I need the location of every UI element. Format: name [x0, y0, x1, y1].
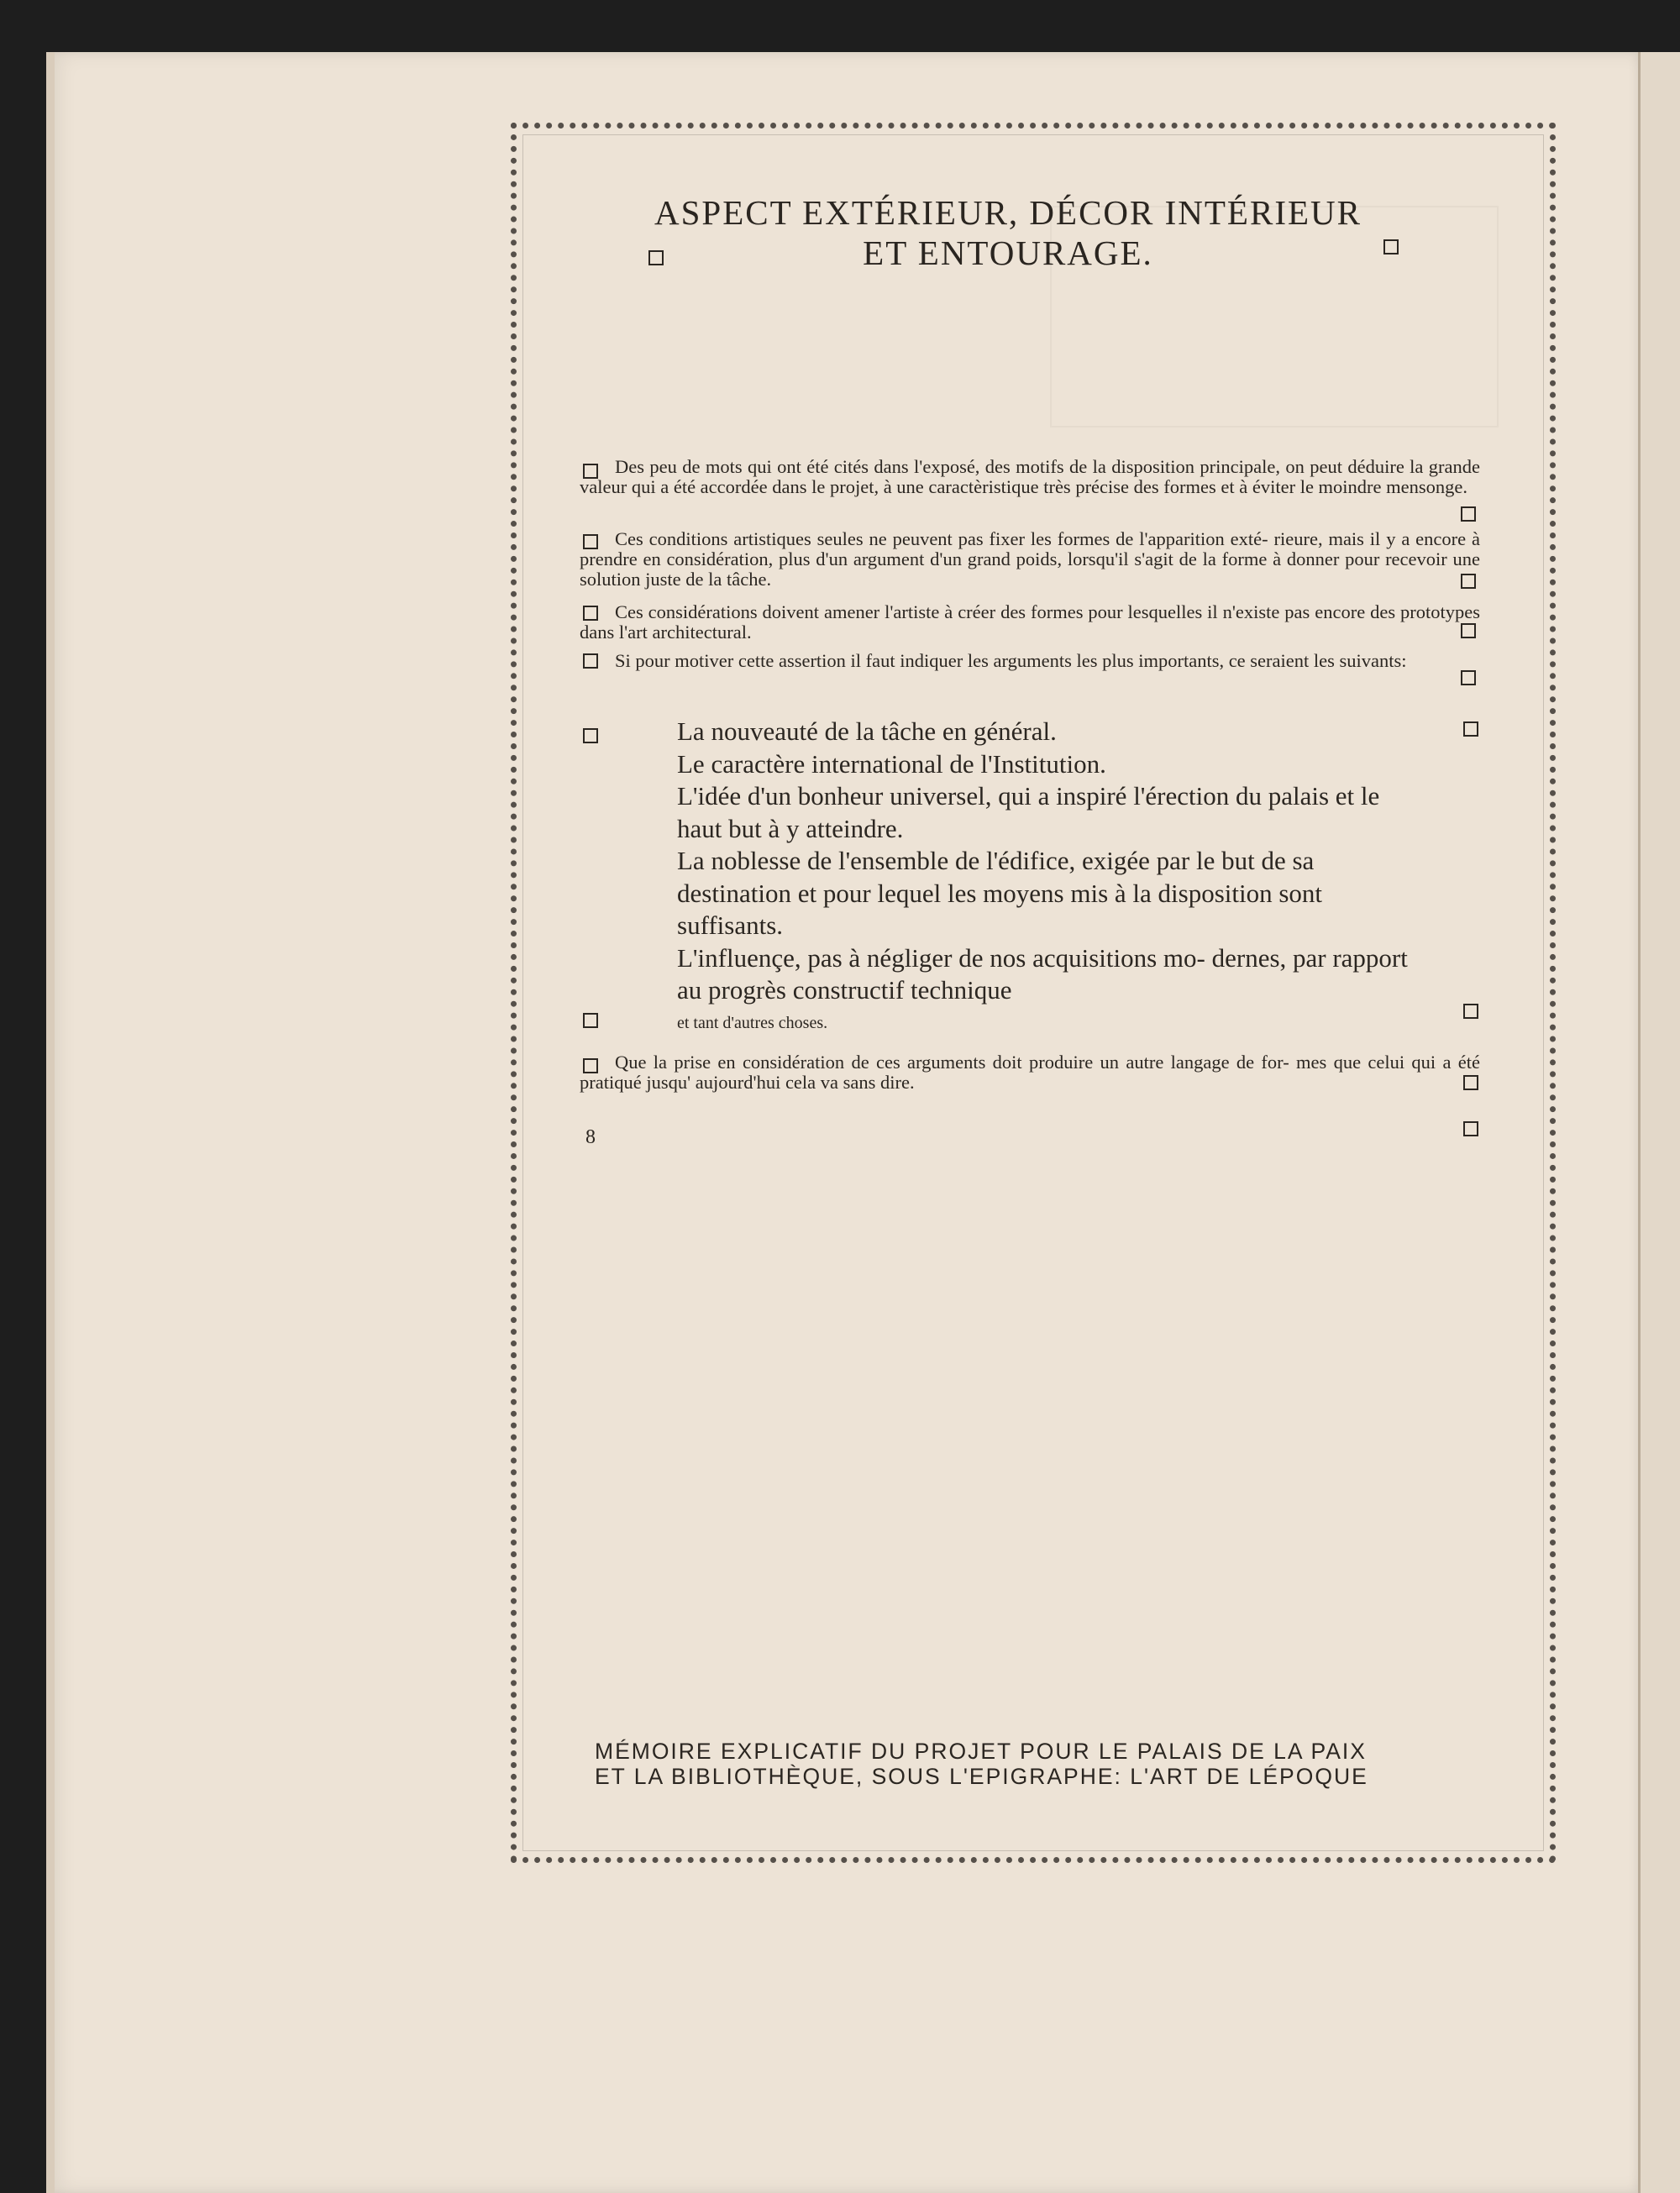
argument-item: La nouveauté de la tâche en général. [677, 716, 1057, 746]
square-ornament-icon [583, 606, 598, 621]
argument-item: L'idée d'un bonheur universel, qui a inspiré l'érection du palais et le haut but à y atteindre. [677, 781, 1380, 843]
argument-item: Le caractère international de l'Institution. [677, 748, 1106, 779]
square-ornament-icon [648, 250, 664, 265]
argument-item: L'influençe, pas à négliger de nos acquisitions mo- dernes, par rapport au progrès constructif technique [677, 942, 1408, 1005]
square-ornament-icon [1461, 623, 1476, 638]
paragraph-3: Ces considérations doivent amener l'artiste à créer des formes pour lesquelles il n'existe pas encore des prototypes dans l'art architectural. [580, 601, 1480, 643]
heading-line-1: ASPECT EXTÉRIEUR, DÉCOR INTÉRIEUR [654, 193, 1362, 232]
square-ornament-icon [1463, 721, 1478, 737]
argument-tail: et tant d'autres choses. [677, 1013, 828, 1032]
square-ornament-icon [1461, 506, 1476, 522]
footer-line-2: ET LA BIBLIOTHÈQUE, SOUS L'EPIGRAPHE: L'ART DE LÉPOQUE [595, 1764, 1368, 1789]
closing-paragraph: Que la prise en considération de ces arguments doit produire un autre langage de for- mes que celui qui a été pratiqué jusqu' aujourd'hui cela va sans dire. [580, 1052, 1480, 1093]
adjacent-page-edge [1638, 52, 1680, 2193]
footer-line-1: MÉMOIRE EXPLICATIF DU PROJET POUR LE PALAIS DE LA PAIX [595, 1739, 1367, 1764]
paragraph-2: Ces conditions artistiques seules ne peuvent pas fixer les formes de l'apparition exté- rieure, mais il y a encore à prendre en considération, plus d'un argument d'un grand poids, lorsqu'il s'agit de la forme à donner pour recevoir une solution juste de la tâche. [580, 528, 1480, 590]
square-ornament-icon [1463, 1075, 1478, 1090]
square-ornament-icon [1383, 239, 1399, 254]
paragraph-4: Si pour motiver cette assertion il faut indiquer les arguments les plus importants, ce seraient les suivants: [615, 650, 1407, 671]
argument-list [677, 716, 1416, 1034]
page-edge [46, 52, 55, 2193]
square-ornament-icon [583, 728, 598, 743]
square-ornament-icon [583, 1058, 598, 1073]
square-ornament-icon [1461, 574, 1476, 589]
paragraph-1: Des peu de mots qui ont été cités dans l'exposé, des motifs de la disposition principale, on peut déduire la grande valeur qui a été accordée dans le projet, à une caractèristique très précise des formes et à éviter le moindre mensonge. [580, 456, 1480, 497]
heading-line-2: ET ENTOURAGE. [863, 233, 1153, 272]
square-ornament-icon [1461, 670, 1476, 685]
square-ornament-icon [583, 464, 598, 479]
square-ornament-icon [583, 653, 598, 669]
argument-item: La noblesse de l'ensemble de l'édifice, exigée par le but de sa destination et pour lequel les moyens mis à la disposition sont suffisants. [677, 846, 1323, 940]
square-ornament-icon [1463, 1004, 1478, 1019]
square-ornament-icon [583, 1013, 598, 1028]
page-number: 8 [585, 1126, 596, 1148]
square-ornament-icon [583, 534, 598, 549]
square-ornament-icon [1463, 1121, 1478, 1136]
